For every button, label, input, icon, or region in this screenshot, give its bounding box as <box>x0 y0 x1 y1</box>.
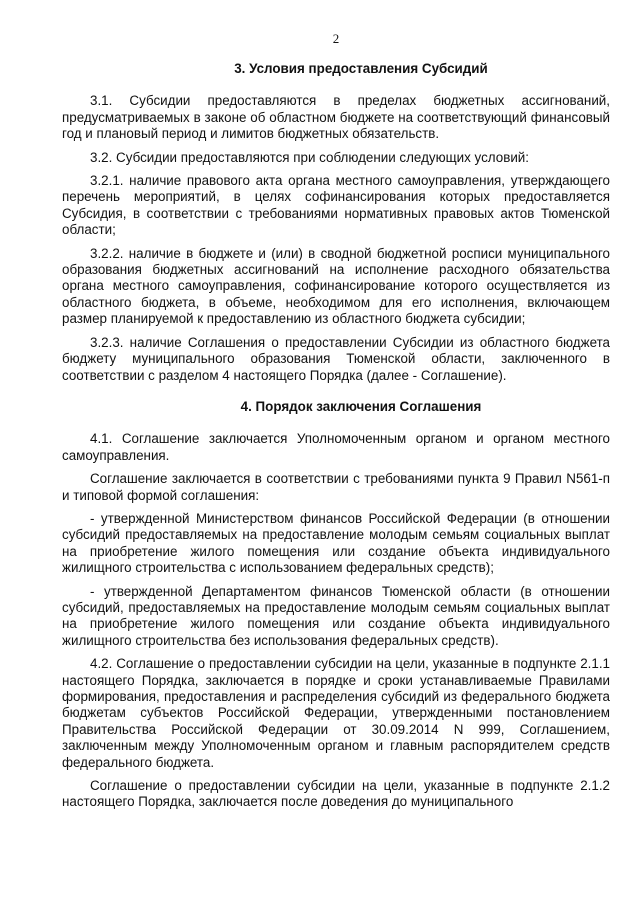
paragraph-4-1-form: Соглашение заключается в соответствии с требованиями пункта 9 Правил N561-п и типовой формой соглашения: <box>62 471 610 503</box>
paragraph-3-2-1: 3.2.1. наличие правового акта органа местного самоуправления, утверждающего перечень мероприятий, в целях софинансирования которых предоставляется Субсидия, в соответствии с требованиями нормативных правовых актов Тюменской области; <box>62 173 610 238</box>
document-body <box>62 61 610 818</box>
paragraph-3-1: 3.1. Субсидии предоставляются в пределах бюджетных ассигнований, предусматриваемых в законе об областном бюджете на соответствующий финансовый год и плановый период и лимитов бюджетных обязательств. <box>62 93 610 142</box>
paragraph-4-2-continued: Соглашение о предоставлении субсидии на цели, указанные в подпункте 2.1.2 настоящего Порядка, заключается после доведения до муниципального <box>62 778 610 810</box>
paragraph-3-2-2: 3.2.2. наличие в бюджете и (или) в сводной бюджетной росписи муниципального образования бюджетных ассигнований на исполнение расходного обязательства органа местного самоуправления, софинансирование которого осуществляется из областного бюджета, в объеме, необходимом для его исполнения, включающем размер планируемой к предоставлению из областного бюджета субсидии; <box>62 245 610 327</box>
section-4-heading: 4. Порядок заключения Соглашения <box>240 398 482 414</box>
section-3-heading: 3. Условия предоставления Субсидий <box>234 61 488 76</box>
paragraph-4-1-federal-form: - утвержденной Министерством финансов Российской Федерации (в отношении субсидий предоставляемых на предоставление молодым семьям социальных выплат на приобретение жилого помещения или создание объекта индивидуального жилищного строительства с использованием федеральных средств); <box>62 510 610 576</box>
paragraph-4-1: 4.1. Соглашение заключается Уполномоченным органом и органом местного самоуправления. <box>62 431 610 463</box>
page-number: 2 <box>332 31 340 46</box>
paragraph-3-2-3: 3.2.3. наличие Соглашения о предоставлении Субсидии из областного бюджета бюджету муниципального образования Тюменской области, заключенного в соответствии с разделом 4 настоящего Порядка (далее - Соглашение). <box>62 334 610 383</box>
paragraph-4-1-regional-form: - утвержденной Департаментом финансов Тюменской области (в отношении субсидий, предоставляемых на предоставление молодым семьям социальных выплат на приобретение жилого помещения или создание объекта индивидуального жилищного строительства без использования федеральных средств). <box>62 583 610 648</box>
paragraph-3-2: 3.2. Субсидии предоставляются при соблюдении следующих условий: <box>90 149 529 165</box>
paragraph-4-2: 4.2. Соглашение о предоставлении субсидии на цели, указанные в подпункте 2.1.1 настоящего Порядка, заключается в порядке и сроки устанавливаемые Правилами формирования, предоставления и распределения субсидий из федерального бюджета бюджетам субъектов Российской Федерации, утвержденными постановлением Правительства Российской Федерации от 30.09.2014 N 999, Соглашением, заключенным между Уполномоченным органом и главным распорядителем средств федерального бюджета. <box>62 656 610 770</box>
